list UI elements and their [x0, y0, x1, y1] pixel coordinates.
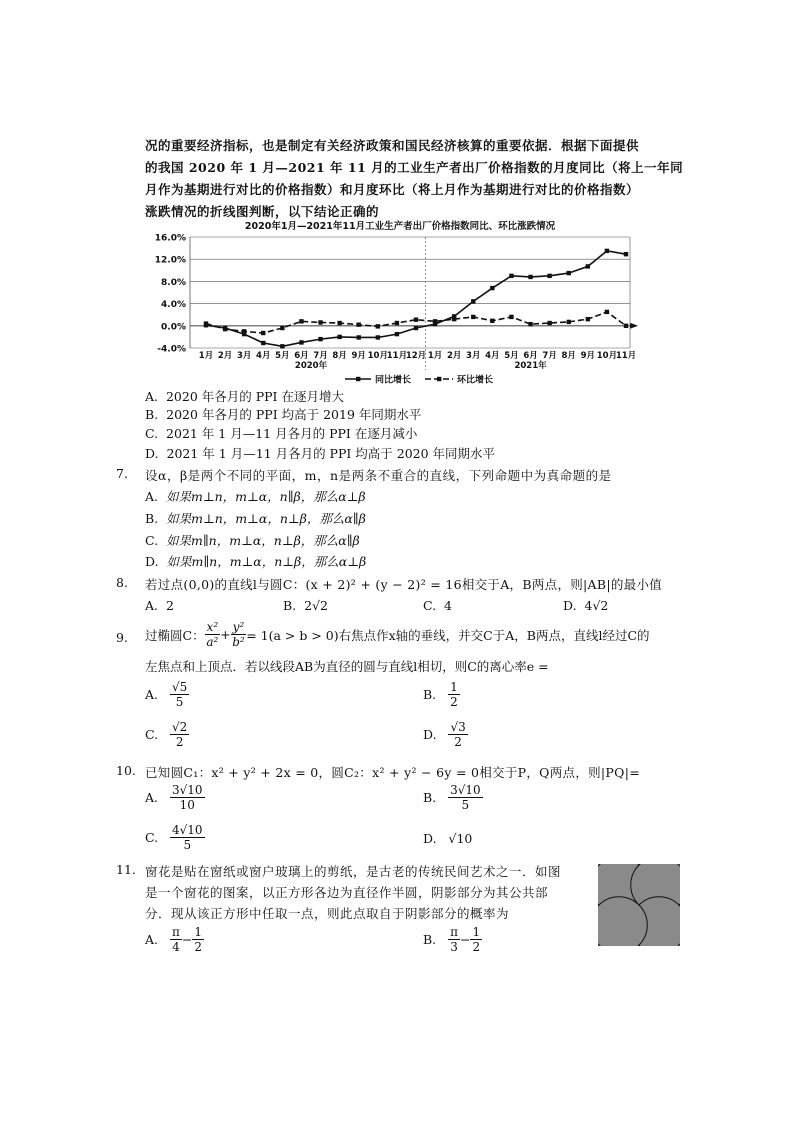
data-point: [586, 317, 590, 321]
frac-numerator: √3: [450, 720, 466, 734]
q9-option-d: [423, 720, 468, 749]
data-point: [490, 286, 494, 290]
q7-option-b: [145, 509, 366, 527]
option-fraction: [192, 925, 204, 954]
data-point: [433, 319, 437, 323]
y-tick-label: -4.0%: [157, 344, 186, 355]
data-point: [471, 315, 475, 319]
data-point: [509, 274, 513, 278]
data-point: [471, 299, 475, 303]
q7-stem: 设α，β是两个不同的平面，m，n是两条不重合的直线，下列命题中为真命题的是: [145, 468, 612, 483]
frac-numerator: π: [450, 925, 458, 939]
frac-denominator: 2: [472, 940, 481, 954]
option-label: A.: [145, 687, 159, 702]
frac-denominator: 4: [172, 940, 180, 954]
frac-numerator: √5: [171, 680, 188, 694]
q9-stem: [145, 620, 650, 649]
q8-number: 8.: [116, 575, 128, 590]
option-label: D.: [145, 554, 159, 569]
frac-denominator: 2: [454, 735, 462, 749]
data-point: [280, 344, 284, 348]
option-fraction: [170, 925, 182, 954]
x-tick-label: 8月: [561, 351, 576, 361]
option-label: D.: [423, 831, 437, 846]
frac-denominator: 10: [179, 798, 195, 812]
chart-title: 2020年1月—2021年11月工业生产者出厂价格指数同比、环比涨跌情况: [244, 221, 556, 232]
y-tick-label: 16.0%: [154, 233, 186, 244]
option-text: 2020 年各月的 PPI 在逐月增大: [165, 389, 344, 404]
q11-line-3: 分．现从该正方形中任取一点，则此点取自于阴影部分的概率为: [145, 906, 510, 921]
option-text: 2√2: [304, 598, 328, 613]
frac-numerator: 1: [450, 680, 458, 694]
x-tick-label: 7月: [313, 351, 328, 361]
q6-option-c: [145, 424, 417, 442]
option-label: C.: [145, 727, 159, 742]
data-point: [528, 275, 532, 279]
ppi-line-chart: [140, 218, 660, 386]
data-point: [605, 310, 609, 314]
q9-stem-pre: 过椭圆C：: [145, 627, 205, 643]
q9-stem-post: = 1(a > b > 0)右焦点作x轴的垂线，并交C于A，B两点，直线l经过C的: [246, 627, 650, 643]
data-point: [299, 319, 303, 323]
q8-stem: 若过点(0,0)的直线l与圆C：(x + 2)² + (y − 2)² = 16相交于A，B两点，则|AB|的最小值: [145, 577, 663, 592]
data-point: [567, 271, 571, 275]
option-fraction: [448, 720, 467, 749]
option-label: B.: [145, 511, 159, 526]
q8-option-d: [563, 598, 608, 613]
q6-option-b: [145, 405, 421, 423]
legend-label-mom: 环比增长: [457, 375, 494, 386]
x-tick-label: 1月: [427, 351, 443, 361]
data-point: [586, 264, 590, 268]
option-label: C.: [145, 533, 159, 548]
x-tick-label: 7月: [542, 351, 557, 361]
x-tick-label: 10月: [367, 351, 388, 361]
x-tick-label: 3月: [236, 351, 252, 361]
option-label: D.: [423, 727, 437, 742]
data-point: [414, 317, 418, 321]
data-point: [414, 326, 418, 330]
q10-option-d: [423, 831, 472, 846]
frac-denominator: a²: [206, 635, 219, 649]
q7-option-d: [145, 552, 366, 570]
intro-line: 涨跌情况的折线图判断，以下结论正确的: [145, 204, 380, 219]
frac-numerator: x²: [206, 620, 219, 634]
option-label: B.: [423, 932, 437, 947]
option-label: C.: [145, 426, 159, 441]
q8-option-c: [423, 598, 452, 613]
q9-frac-y: [231, 620, 247, 649]
x-tick-label: 12月: [405, 351, 427, 361]
q10-number: 10.: [116, 763, 136, 778]
frac-denominator: 2: [450, 695, 458, 709]
data-point: [318, 320, 322, 324]
option-fraction: [448, 783, 483, 812]
option-text: 4: [444, 598, 452, 613]
x-tick-label: 3月: [466, 351, 481, 361]
q9-frac-x: [205, 620, 221, 649]
q9-option-b: [423, 680, 460, 709]
option-text: 如果m⊥n，m⊥α，n∥β，那么α⊥β: [165, 489, 366, 504]
data-point: [261, 341, 265, 345]
data-point: [624, 252, 628, 256]
data-point: [567, 320, 571, 324]
data-point: [357, 322, 361, 326]
intro-line: 月作为基期进行对比的价格指数）和月度环比（将上月作为基期进行对比的价格指数）: [145, 182, 640, 197]
frac-denominator: 5: [183, 838, 192, 852]
x-tick-label: 1月: [198, 351, 214, 361]
data-point: [204, 321, 208, 325]
data-point: [528, 322, 532, 326]
x-tick-label: 11月: [615, 351, 637, 361]
frac-denominator: 5: [175, 695, 184, 709]
frac-denominator: 5: [461, 798, 470, 812]
frac-numerator: 1: [472, 925, 481, 939]
option-fraction: [170, 680, 189, 709]
frac-numerator: π: [171, 925, 180, 939]
x-tick-label: 9月: [351, 351, 366, 361]
q7-number: 7.: [116, 466, 128, 481]
q9-plus: +: [220, 627, 231, 642]
frac-denominator: 3: [450, 940, 458, 954]
x-tick-label: 5月: [504, 351, 519, 361]
data-point: [624, 324, 628, 328]
y-tick-label: 8.0%: [161, 277, 186, 288]
option-fraction: [170, 783, 205, 812]
option-label: B.: [423, 687, 437, 702]
x-tick-label: 5月: [275, 351, 290, 361]
data-point: [337, 335, 341, 339]
x-tick-label: 6月: [294, 351, 309, 361]
option-text: 如果m∥n，m⊥α，n⊥β，那么α∥β: [166, 533, 360, 548]
option-text: 2: [165, 598, 174, 613]
q8-option-b: [283, 598, 328, 613]
data-point: [337, 321, 341, 325]
legend-label-yoy: 同比增长: [375, 375, 412, 386]
data-point: [509, 315, 513, 319]
option-label: A.: [145, 598, 159, 613]
q6-option-a: [145, 387, 344, 405]
option-label: A.: [145, 489, 159, 504]
y-tick-label: 12.0%: [154, 255, 186, 266]
x-tick-label: 2月: [446, 351, 462, 361]
data-point: [280, 326, 284, 330]
frac-numerator: √2: [172, 720, 188, 734]
q10-option-b: [423, 783, 483, 812]
option-text: 2021 年 1 月—11 月各月的 PPI 在逐月减小: [166, 426, 418, 441]
frac-numerator: 3√10: [171, 783, 203, 797]
year-label: 2020年: [294, 361, 328, 371]
data-point: [376, 335, 380, 339]
data-point: [223, 327, 227, 331]
x-tick-label: 9月: [580, 351, 596, 361]
q7-option-a: [145, 487, 366, 505]
legend-marker-mom: [437, 377, 441, 381]
frac-denominator: 2: [194, 940, 202, 954]
option-fraction: [470, 925, 482, 954]
q8-option-a: [145, 598, 174, 613]
option-fraction: [170, 823, 205, 852]
q10-option-c: [145, 823, 205, 852]
option-label: D.: [145, 446, 159, 461]
q9-line-2: 左焦点和上顶点．若以线段AB为直径的圆与直线l相切，则C的离心率e =: [145, 659, 549, 674]
x-tick-label: 6月: [523, 351, 538, 361]
minus-sign: −: [181, 932, 193, 947]
data-point: [395, 321, 399, 325]
frac-numerator: 1: [194, 925, 202, 939]
frac-numerator: 4√10: [172, 823, 203, 837]
data-point: [605, 249, 609, 253]
window-flower-figure: [598, 864, 680, 946]
year-label: 2021年: [514, 361, 547, 371]
x-tick-label: 4月: [485, 351, 500, 361]
x-tick-label: 2月: [217, 351, 233, 361]
option-fraction: [170, 720, 189, 749]
q10-stem: 已知圆C₁：x² + y² + 2x = 0，圆C₂：x² + y² − 6y = 0相交于P，Q两点，则|PQ|=: [145, 765, 640, 780]
frac-numerator: 3√10: [450, 783, 481, 797]
option-label: A.: [145, 932, 159, 947]
intro-line: 况的重要经济指标，也是制定有关经济政策和国民经济核算的重要依据．根据下面提供: [145, 138, 640, 153]
option-text: √10: [448, 831, 473, 846]
option-label: B.: [145, 407, 159, 422]
option-label: D.: [563, 598, 577, 613]
data-point: [261, 331, 265, 335]
option-text: 4√2: [584, 598, 609, 613]
intro-line: 的我国 2020 年 1 月—2021 年 11 月的工业生产者出厂价格指数的月度同比（将上一年同: [145, 160, 684, 175]
y-tick-label: 4.0%: [161, 300, 186, 311]
option-text: 2021 年 1 月—11 月各月的 PPI 均高于 2020 年同期水平: [166, 446, 496, 461]
q9-option-c: [145, 720, 189, 749]
x-tick-label: 8月: [332, 351, 347, 361]
data-point: [452, 317, 456, 321]
x-tick-label: 4月: [256, 351, 271, 361]
x-tick-label: 11月: [386, 351, 408, 361]
q11-option-b: [423, 925, 482, 954]
q11-option-a: [145, 925, 204, 954]
option-label: C.: [145, 830, 159, 845]
q6-option-d: [145, 444, 495, 462]
data-point: [376, 324, 380, 328]
option-text: 2020 年各月的 PPI 均高于 2019 年同期水平: [166, 407, 422, 422]
q10-option-a: [145, 783, 205, 812]
option-label: B.: [423, 790, 437, 805]
frac-denominator: b²: [232, 635, 245, 649]
data-point: [299, 340, 303, 344]
q11-line-2: 是一个窗花的图案，以正方形各边为直径作半圆，阴影部分为其公共部: [145, 885, 549, 900]
frac-denominator: 2: [175, 735, 184, 749]
data-point: [357, 335, 361, 339]
option-label: B.: [283, 598, 297, 613]
q11-number: 11.: [116, 862, 136, 877]
q11-line-1: 窗花是贴在窗纸或窗户玻璃上的剪纸，是古老的传统民间艺术之一．如图: [145, 864, 562, 879]
option-label: A.: [145, 790, 159, 805]
x-tick-label: 10月: [596, 351, 618, 361]
option-fraction: [448, 680, 460, 709]
q9-number: 9.: [116, 630, 128, 645]
legend-marker-yoy: [356, 377, 360, 381]
option-text: 如果m∥n，m⊥α，n⊥β，那么α⊥β: [166, 554, 367, 569]
data-point: [490, 319, 494, 323]
data-point: [547, 321, 551, 325]
data-point: [547, 274, 551, 278]
frac-numerator: y²: [232, 620, 245, 634]
q9-option-a: [145, 680, 189, 709]
option-fraction: [448, 925, 460, 954]
data-point: [318, 337, 322, 341]
option-text: 如果m⊥n，m⊥α，n⊥β，那么α∥β: [166, 511, 366, 526]
minus-sign: −: [459, 932, 471, 947]
data-point: [395, 332, 399, 336]
y-tick-label: 0.0%: [161, 322, 186, 333]
option-label: C.: [423, 598, 437, 613]
data-point: [242, 329, 246, 333]
q7-option-c: [145, 531, 360, 549]
option-label: A.: [145, 389, 159, 404]
intro-paragraph: [145, 135, 685, 223]
